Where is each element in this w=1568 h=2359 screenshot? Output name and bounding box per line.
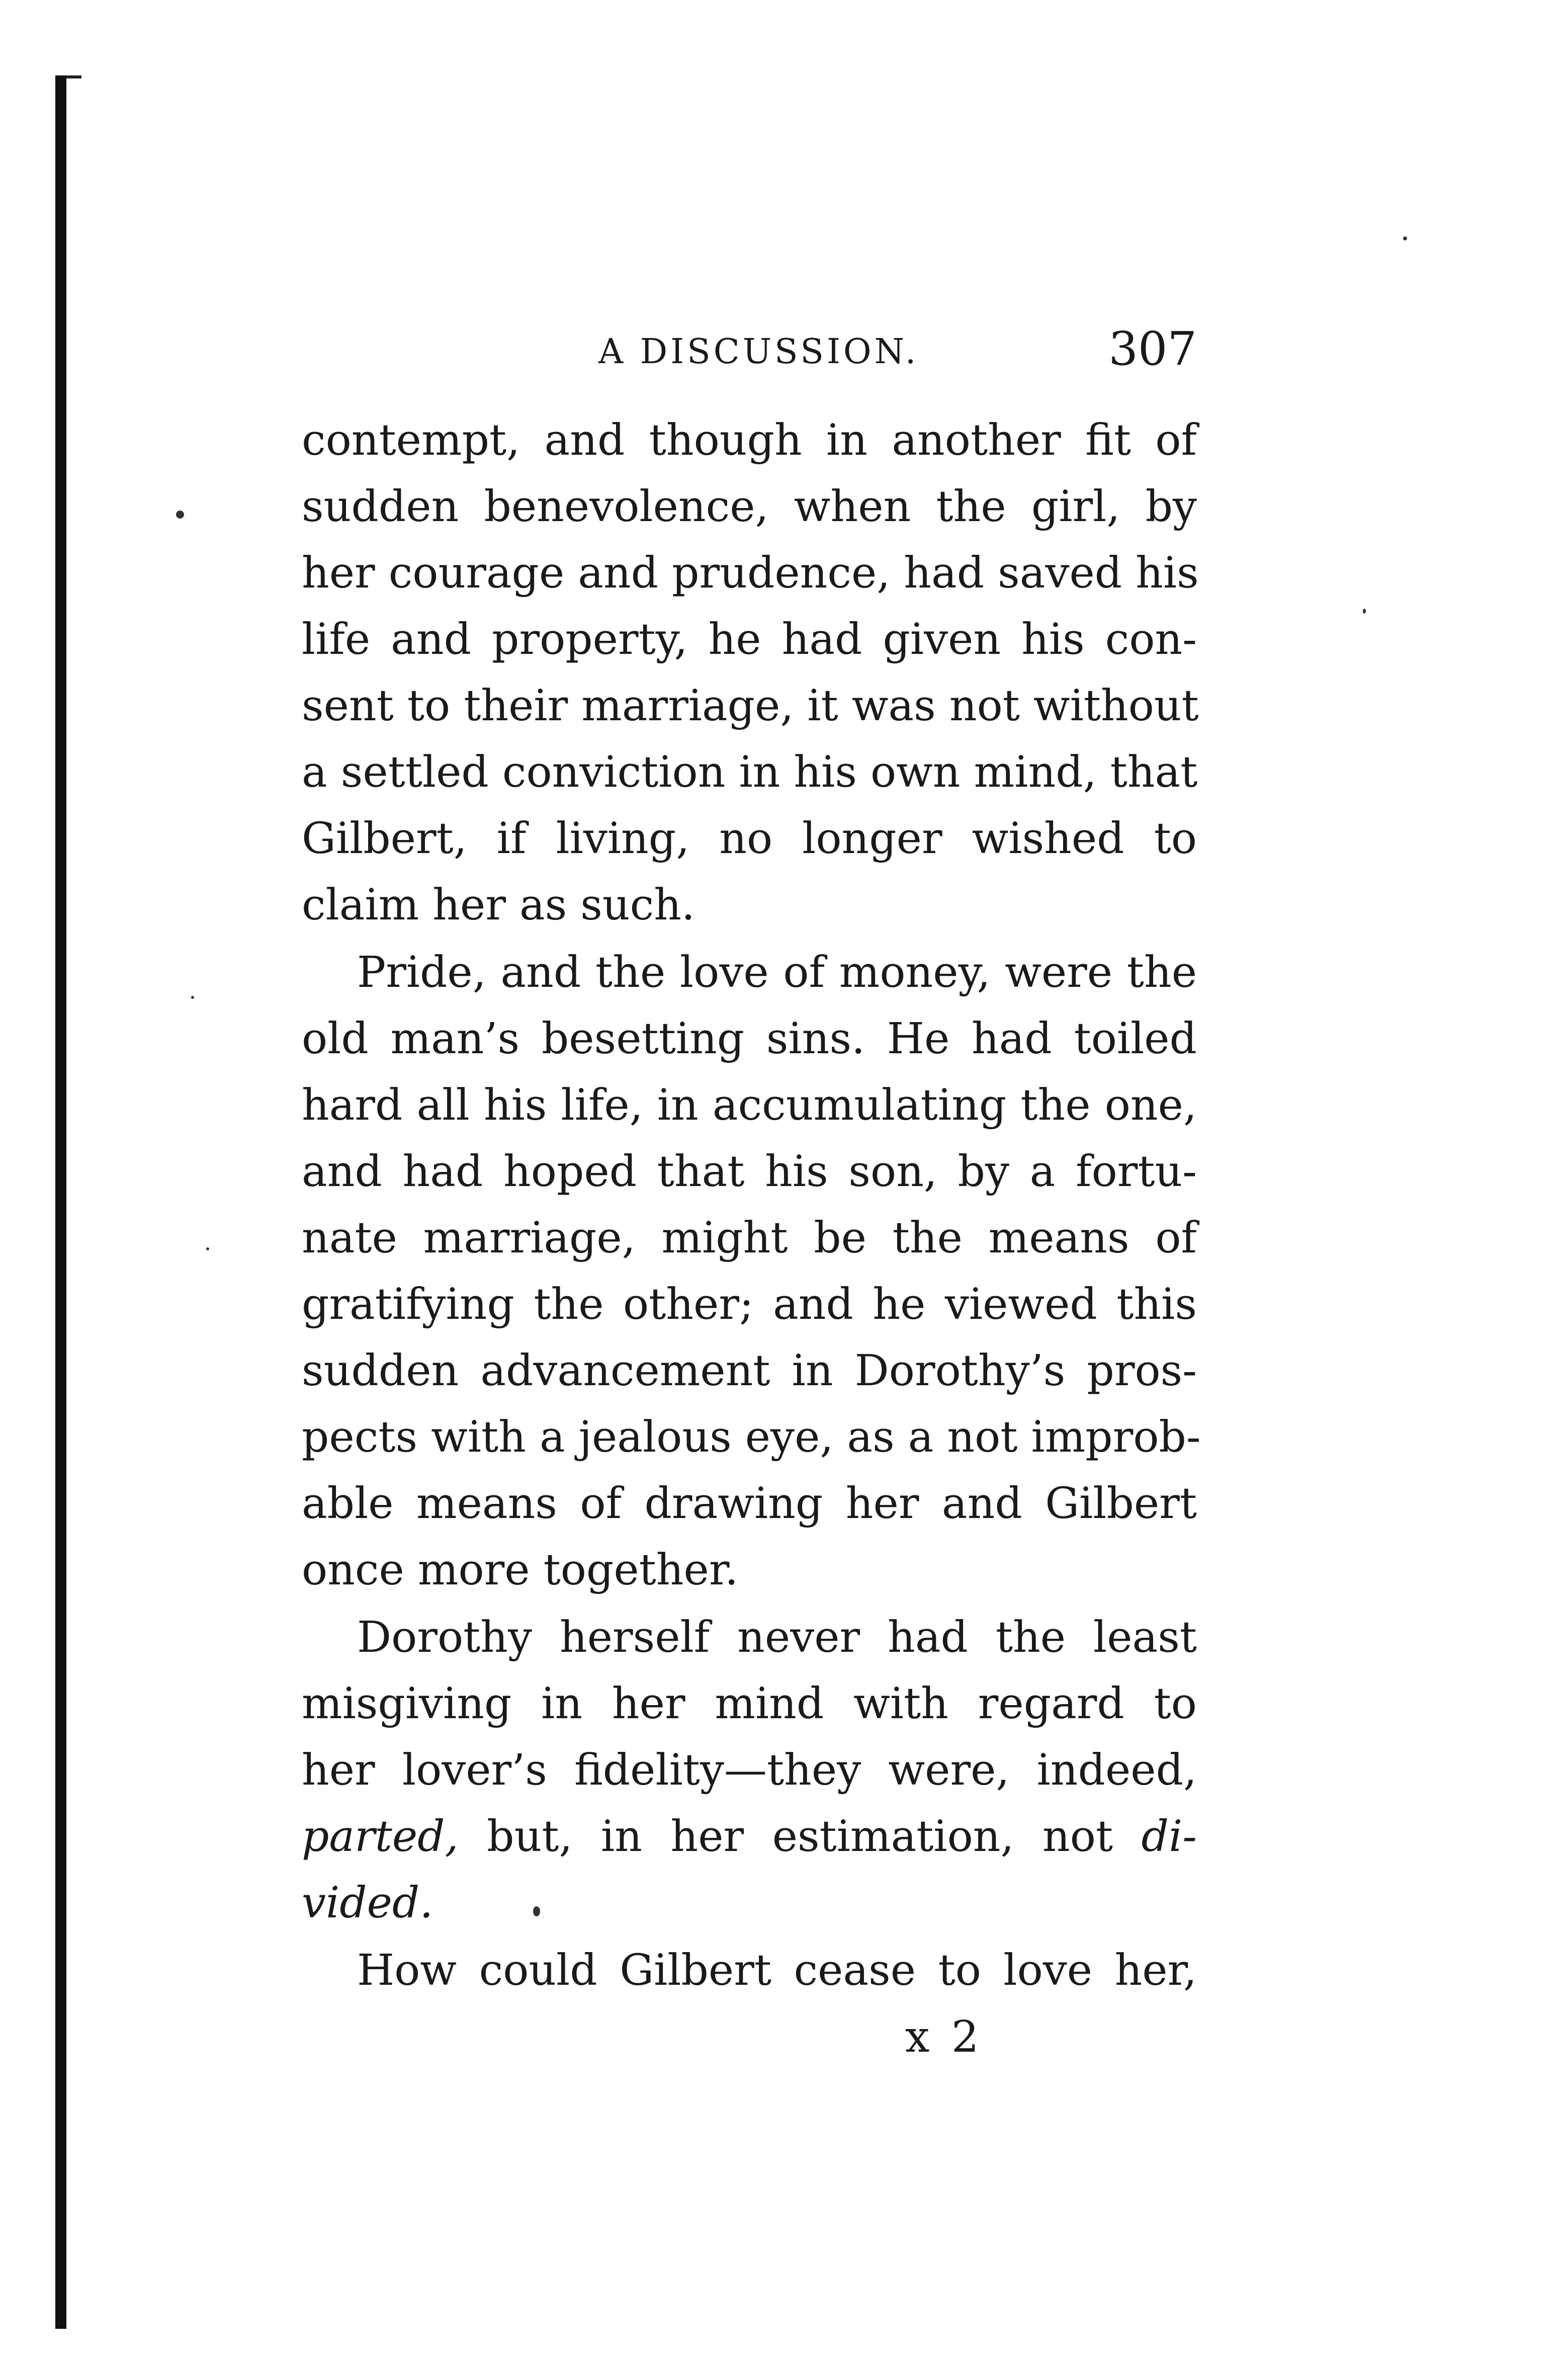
text-line: once more together. xyxy=(302,1545,739,1595)
text-line: old man’s besetting sins. He had toiled xyxy=(302,1014,1197,1064)
scan-speck xyxy=(533,1906,540,1916)
text-line: Dorothy herself never had the least xyxy=(357,1613,1197,1662)
body-text xyxy=(302,407,1201,2004)
running-head xyxy=(302,322,1197,377)
text-line: pects with a jealous eye, as a not improb- xyxy=(302,1412,1201,1462)
scan-speck xyxy=(1363,609,1366,614)
text-line: nate marriage, might be the means of xyxy=(302,1213,1197,1263)
text-line: sudden advancement in Dorothy’s pros- xyxy=(302,1346,1197,1396)
text-line: Gilbert, if living, no longer wished to xyxy=(302,814,1197,864)
scan-speck xyxy=(191,996,194,999)
paragraph-1 xyxy=(302,407,1197,939)
text-line: claim her as such. xyxy=(302,880,695,930)
scan-speck xyxy=(206,1247,209,1250)
text-line: Pride, and the love of money, were the xyxy=(357,948,1197,997)
italic-word: parted, xyxy=(302,1812,459,1862)
text-line: life and property, he had given his con- xyxy=(302,615,1197,664)
text-line: her lover’s fidelity—they were, indeed, xyxy=(302,1745,1197,1795)
text-line: able means of drawing her and Gilbert xyxy=(302,1479,1197,1529)
running-head-title: A DISCUSSION. xyxy=(598,332,919,372)
page-number: 307 xyxy=(1108,322,1197,376)
paragraph-2 xyxy=(302,940,1201,1604)
text-line xyxy=(302,1870,1197,1936)
text-line: her courage and prudence, had saved his xyxy=(302,548,1199,598)
paragraph-3 xyxy=(302,1605,1197,1936)
text-line: hard all his life, in accumulating the one, xyxy=(302,1080,1197,1130)
text-line: misgiving in her mind with regard to xyxy=(302,1679,1197,1729)
italic-word: di- xyxy=(1141,1812,1197,1862)
text-segment: but, in her estimation, not xyxy=(458,1812,1142,1862)
italic-word: vided. xyxy=(302,1878,433,1928)
paragraph-4 xyxy=(302,1937,1197,2004)
text-line: sudden benevolence, when the girl, by xyxy=(302,482,1197,532)
scan-speck xyxy=(176,511,184,519)
binding-edge-mark xyxy=(66,75,81,139)
book-binding-edge xyxy=(55,75,66,2329)
scan-speck xyxy=(1403,236,1407,240)
text-line: a settled conviction in his own mind, that xyxy=(302,747,1198,797)
signature-mark: x 2 xyxy=(905,2012,983,2062)
text-line: contempt, and though in another fit of xyxy=(302,415,1197,465)
text-line: and had hoped that his son, by a fortu- xyxy=(302,1147,1197,1197)
text-line: sent to their marriage, it was not without xyxy=(302,681,1199,731)
text-line-mixed xyxy=(302,1804,1197,1870)
text-line: How could Gilbert cease to love her, xyxy=(357,1946,1197,1995)
text-line: gratifying the other; and he viewed this xyxy=(302,1280,1197,1329)
